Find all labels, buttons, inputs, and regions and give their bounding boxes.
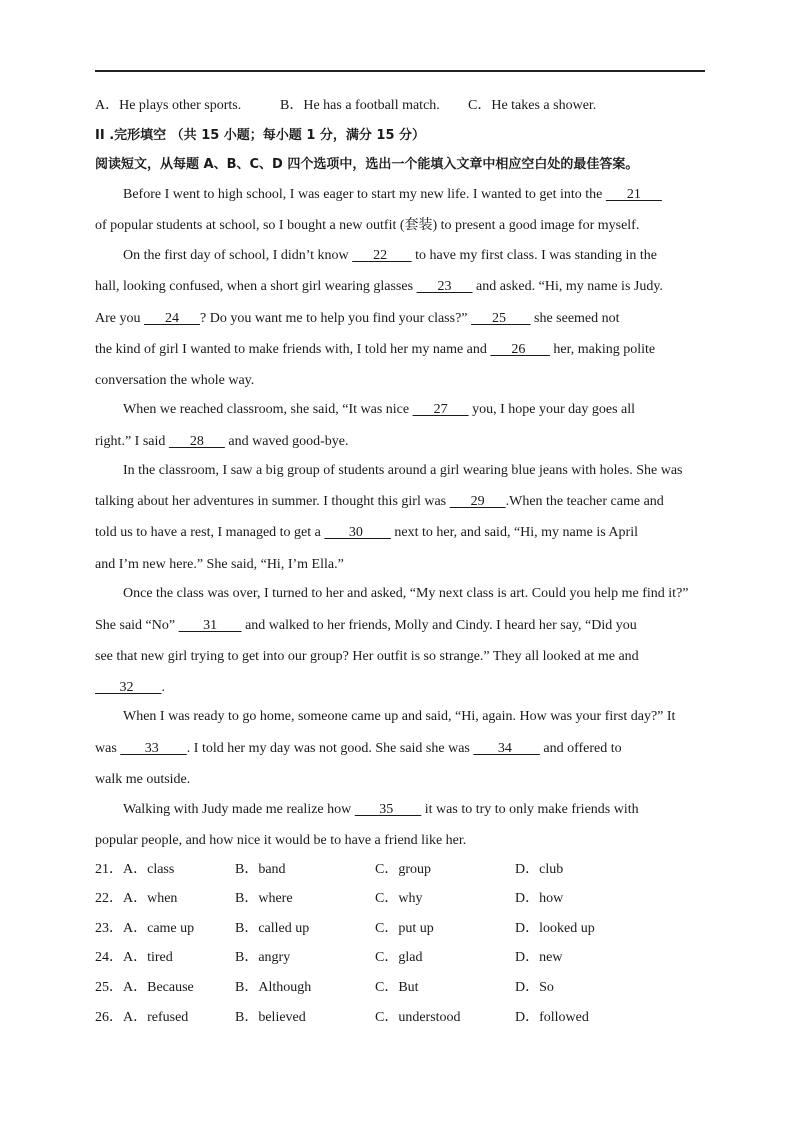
option-a: A．tired — [123, 950, 173, 965]
option-a: A．class — [123, 862, 175, 877]
option-b: B．believed — [235, 1010, 306, 1025]
passage-line: walk me outside. — [95, 772, 191, 787]
blank-32: 32 — [95, 680, 162, 695]
passage-line: right.” I said 28 and waved good-bye. — [95, 434, 349, 449]
blank-21: 21 — [605, 187, 662, 202]
section-instruction: 阅读短文，从每题 A、B、C、D 四个选项中，选出一个能填入文章中相应空白处的最佳答案。 — [95, 157, 639, 172]
blank-31: 31 — [178, 618, 242, 633]
question-number: 24． — [95, 950, 123, 965]
option-c: C．group — [375, 862, 431, 877]
option-d: D．So — [515, 980, 554, 995]
option-c: C．But — [375, 980, 419, 995]
option-b: B．where — [235, 891, 293, 906]
option-d: D．club — [515, 862, 564, 877]
blank-35: 35 — [354, 802, 422, 817]
passage-line: 32 . — [95, 680, 165, 695]
blank-33: 33 — [120, 741, 187, 756]
blank-30: 30 — [324, 525, 391, 540]
option-a: A．when — [123, 891, 178, 906]
passage-line: On the first day of school, I didn’t know 22 to have my first class. I was standing in the — [123, 248, 657, 263]
passage-line: told us to have a rest, I managed to get a 30 next to her, and said, “Hi, my name is April — [95, 525, 638, 540]
passage-line: see that new girl trying to get into our group? Her outfit is so strange.” They all looked at me and — [95, 649, 639, 664]
option-a: A．came up — [123, 921, 195, 936]
option-c: C．put up — [375, 921, 434, 936]
option-c: C．why — [375, 891, 423, 906]
option-d: D．new — [515, 950, 563, 965]
question-number: 22． — [95, 891, 123, 906]
option-c: C．glad — [375, 950, 423, 965]
section-heading: II .完形填空 （共 15 小题；每小题 1 分，满分 15 分） — [95, 128, 426, 143]
blank-22: 22 — [352, 248, 412, 263]
blank-28: 28 — [168, 434, 225, 449]
passage-line: Once the class was over, I turned to her and asked, “My next class is art. Could you help me find it?” — [123, 586, 689, 601]
option-a: A．refused — [123, 1010, 189, 1025]
blank-24: 24 — [144, 311, 200, 326]
passage-line: Before I went to high school, I was eager to start my new life. I wanted to get into the 21 — [123, 187, 662, 202]
blank-23: 23 — [416, 279, 473, 294]
question-number: 23． — [95, 921, 123, 936]
option-b: B．called up — [235, 921, 310, 936]
passage-line: talking about her adventures in summer. I thought this girl was 29 .When the teacher came and — [95, 494, 664, 509]
passage-line: was 33 . I told her my day was not good. She said she was 34 and offered to — [95, 741, 622, 756]
passage-line: Are you 24 ? Do you want me to help you find your class?” 25 she seemed not — [95, 311, 620, 326]
question-number: 21． — [95, 862, 123, 877]
option-a: A．Because — [123, 980, 194, 995]
passage-line: When I was ready to go home, someone came up and said, “Hi, again. How was your first day?” It — [123, 709, 676, 724]
option-b: B．band — [235, 862, 286, 877]
option-d: D．how — [515, 891, 564, 906]
blank-34: 34 — [473, 741, 540, 756]
passage-line: the kind of girl I wanted to make friends with, I told her my name and 26 her, making polite — [95, 342, 656, 357]
passage-line: When we reached classroom, she said, “It was nice 27 you, I hope your day goes all — [123, 402, 636, 417]
passage-line: hall, looking confused, when a short girl wearing glasses 23 and asked. “Hi, my name is Judy. — [95, 279, 663, 294]
passage-line: Walking with Judy made me realize how 35 it was to try to only make friends with — [123, 802, 639, 817]
option-d: D．followed — [515, 1010, 589, 1025]
option-c: C．understood — [375, 1010, 461, 1025]
blank-26: 26 — [490, 342, 550, 357]
passage-line: She said “No” 31 and walked to her friends, Molly and Cindy. I heard her say, “Did you — [95, 618, 637, 633]
question-number: 26． — [95, 1010, 123, 1025]
blank-27: 27 — [412, 402, 469, 417]
prev-option-b: B．He has a football match. — [280, 98, 440, 113]
passage-line: and I’m new here.” She said, “Hi, I’m Ella.” — [95, 557, 344, 572]
passage-line: In the classroom, I saw a big group of students around a girl wearing blue jeans with holes. She was — [123, 463, 683, 478]
passage-line: of popular students at school, so I bought a new outfit (套装) to present a good image for myself. — [95, 218, 640, 233]
option-b: B．Although — [235, 980, 312, 995]
passage-line: conversation the whole way. — [95, 373, 255, 388]
blank-29: 29 — [449, 494, 506, 509]
prev-option-a: A．He plays other sports. — [95, 98, 242, 113]
blank-25: 25 — [471, 311, 531, 326]
option-d: D．looked up — [515, 921, 595, 936]
prev-option-c: C．He takes a shower. — [468, 98, 597, 113]
question-number: 25． — [95, 980, 123, 995]
passage-line: popular people, and how nice it would be to have a friend like her. — [95, 833, 467, 848]
top-rule — [95, 70, 705, 72]
option-b: B．angry — [235, 950, 291, 965]
